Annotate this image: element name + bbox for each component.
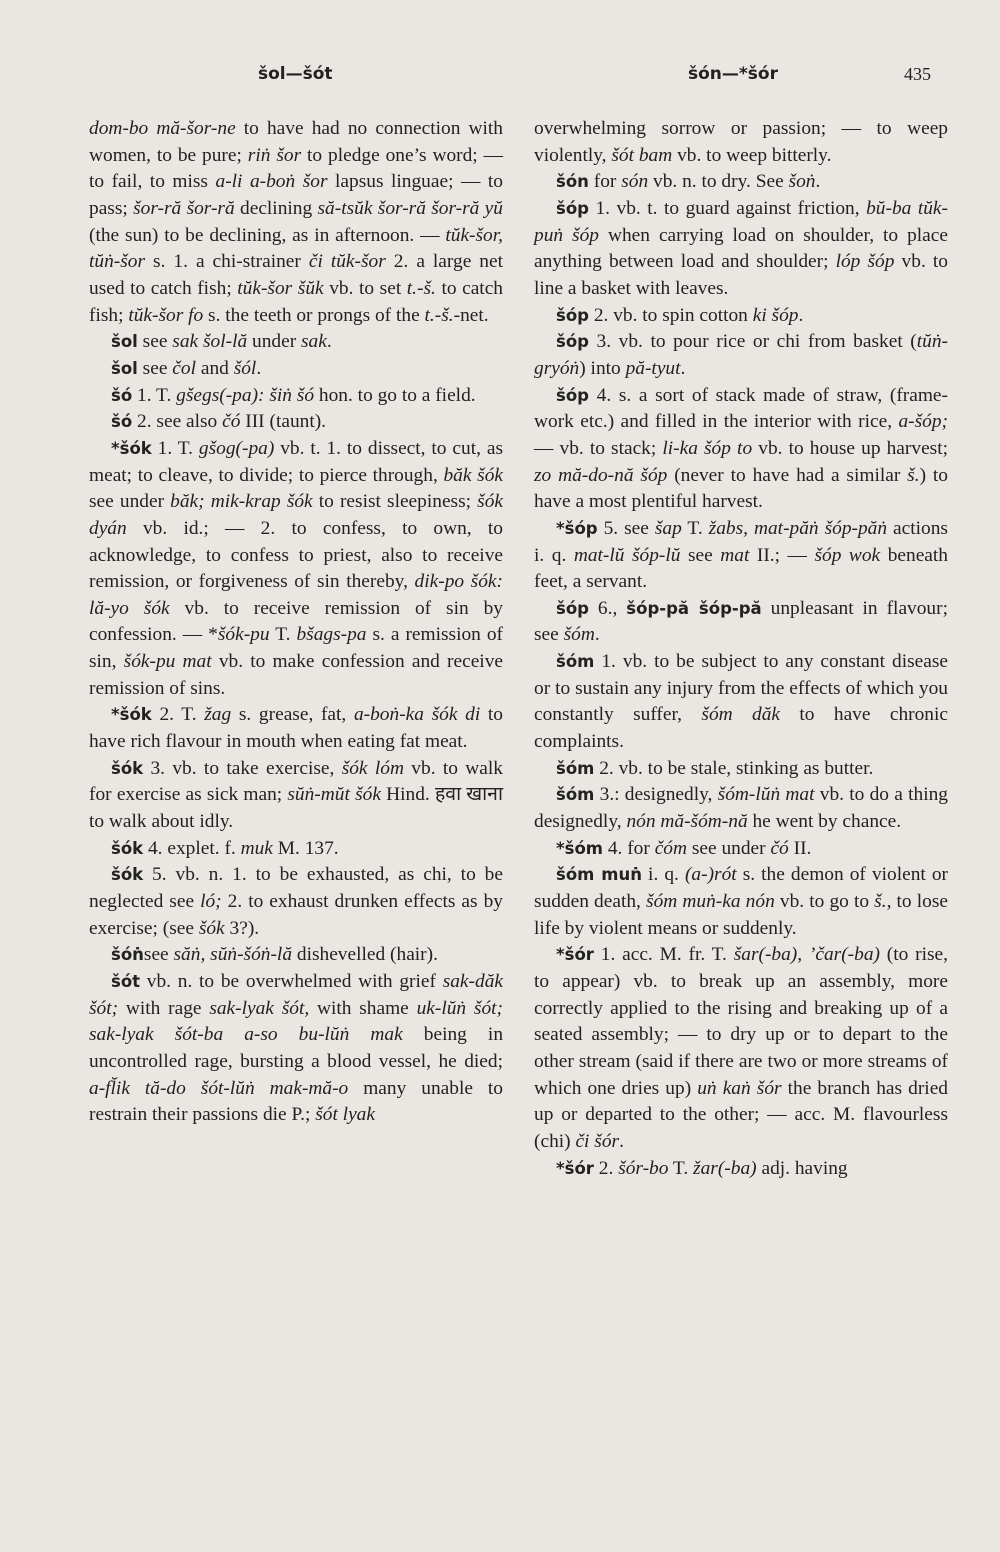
dictionary-entry: šóp 2. vb. to spin cotton ki šóp. <box>556 304 804 326</box>
left-running-head: šol—šót <box>258 64 333 84</box>
dictionary-entry: šóp 1. vb. t. to guard against friction, bŭ-ba tŭk-puṅ šóp when carrying load on shoulder, to place anything between load and shoulder; lóp šóp vb. to line a basket with leaves. <box>534 197 948 299</box>
dictionary-entry: šóp 4. s. a sort of stack made of straw, (frame-work etc.) and filled in the interior with rice, a-šóp; — vb. to stack; li-ka šóp to vb. to house up harvest; zo mă-do-nă šóp (never to have had a similar š.) to have a most plentiful harvest. <box>534 384 948 513</box>
dictionary-entry: šó 2. see also čó III (taunt). <box>111 411 327 433</box>
dictionary-entry: šóm muṅ i. q. (a-)rót s. the demon of violent or sudden death, šóm muṅ-ka nón vb. to go to š., to lose life by violent means or suddenly. <box>534 864 949 939</box>
dictionary-entry: *šór 1. acc. M. fr. T. šar(-ba), ’čar(-ba) (to rise, to appear) vb. to break up an assembly, more correctly applied to the rising and breaking up of a seated assembly; — to dry up or to depart to the other stream (said if there are two or more streams of which one dries up) uṅ kaṅ šór the branch has dried up or departed to the other; — acc. M. flavourless (chi) či šór. <box>534 944 948 1152</box>
right-running-head: šón—*šór <box>688 64 778 84</box>
running-head <box>0 64 1000 94</box>
dictionary-entry: šók 4. explet. f. muk M. 137. <box>111 837 339 859</box>
dictionary-entry: *šór 2. šór-bo T. žar(-ba) adj. having <box>556 1157 848 1179</box>
dictionary-entry: šót vb. n. to be overwhelmed with grief sak-dăk šót; with rage sak-lyak šót, with shame uk-lŭṅ šót; sak-lyak šót-ba a-so bu-lŭṅ mak being in uncontrolled rage, bursting a blood vessel, he died; a-fl̆ik tă-do šót-lŭṅ mak-mă-o many unable to restrain their passions die P.; šót lyak <box>89 971 504 1126</box>
dictionary-entry: šol see sak šol-lă under sak. <box>111 331 332 353</box>
dictionary-entry: šóp 3. vb. to pour rice or chi from basket (tŭṅ-gryóṅ) into pă-tyut. <box>534 331 948 379</box>
page-number: 435 <box>904 64 931 84</box>
dictionary-entry: šol see čol and šól. <box>111 357 262 379</box>
dictionary-entry: *šók 1. T. gšog(-pa) vb. t. 1. to dissect, to cut, as meat; to cleave, to divide; to pierce through, băk šók see under băk; mik-krap šók to resist sleepiness; šók dyán vb. id.; — 2. to confess, to own, to acknowledge, to confess to priest, also to receive remission, or forgiveness of sin thereby, dik-po šók: lă-yo šók vb. to receive remission of sin by confession. — *šók-pu T. bšags-pa s. a remission of sin, šók-pu mat vb. to make confession and receive remission of sins. <box>89 437 504 699</box>
dictionary-entry: dom-bo mă-šor-ne to have had no connection with women, to be pure; riṅ šor to pledge one’s word; — to fail, to miss a-li a-boṅ šor lapsus linguae; — to pass; šor-ră šor-ră declining să-tsŭk šor-ră šor-ră yŭ (the sun) to be declining, as in afternoon. — tŭk-šor, tŭṅ-šor s. 1. a chi-strainer či tŭk-šor 2. a large net used to catch fish; tŭk-šor šŭk vb. to set t.-š. to catch fish; tŭk-šor fo s. the teeth or prongs of the t.-š.-net. <box>89 118 504 326</box>
dictionary-entry: šóm 2. vb. to be stale, stinking as butter. <box>556 757 874 779</box>
dictionary-entry: *šóp 5. see šap T. žabs, mat-păṅ šóp-păṅ actions i. q. mat-lŭ šóp-lŭ see mat II.; — šóp wok beneath feet, a servant. <box>534 517 948 593</box>
dictionary-entry: šók 5. vb. n. 1. to be exhausted, as chi, to be neglected see ló; 2. to exhaust drunken effects as by exercise; (see šók 3?). <box>89 864 503 939</box>
dictionary-entry: šóm 3.: designedly, šóm-lŭṅ mat vb. to do a thing designedly, nón mă-šóm-nă he went by chance. <box>534 784 948 833</box>
dictionary-entry: šóm 1. vb. to be subject to any constant disease or to sustain any injury from the effects of which you constantly suffer, šóm dăk to have chronic complaints. <box>534 651 948 753</box>
dictionary-entry: šóp 6., šóp-pă šóp-pă unpleasant in flavour; see šóm. <box>534 597 948 646</box>
dictionary-entry: šók 3. vb. to take exercise, šók lóm vb. to walk for exercise as sick man; sŭṅ-mŭt šók Hind. हवा खाना to walk about idly. <box>89 757 503 833</box>
dictionary-entry: šó 1. T. gšegs(-pa): šiṅ šó hon. to go to a field. <box>111 384 476 406</box>
dictionary-entry: overwhelming sorrow or passion; — to weep violently, šót bam vb. to weep bitterly. <box>534 118 948 166</box>
dictionary-entry: *šóm 4. for čóm see under čó II. <box>556 837 812 859</box>
dictionary-entry: šóṅsee săṅ, sŭṅ-šóṅ-lă dishevelled (hair). <box>111 944 438 966</box>
right-column <box>534 116 948 1182</box>
left-column <box>89 116 503 1129</box>
dictionary-entry: šón for són vb. n. to dry. See šoṅ. <box>556 171 821 193</box>
dictionary-entry: *šók 2. T. žag s. grease, fat, a-boṅ-ka šók di to have rich flavour in mouth when eating fat meat. <box>89 704 503 753</box>
